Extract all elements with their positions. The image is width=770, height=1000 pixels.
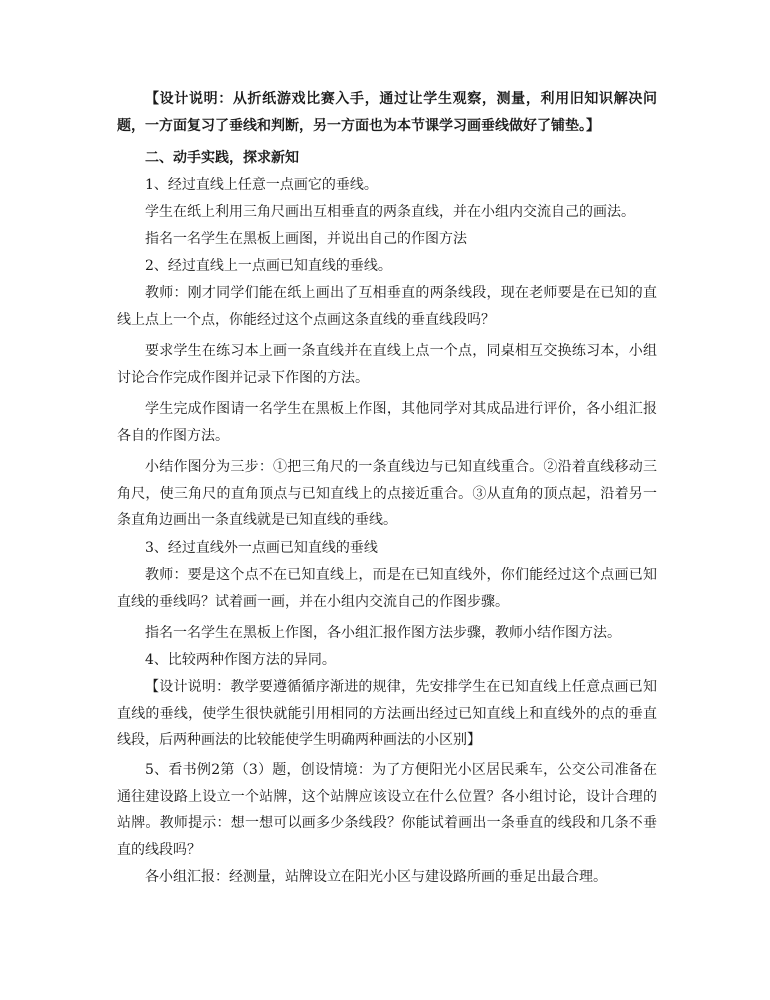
step-5-paragraph: 5、看书例2第（3）题，创设情境：为了方便阳光小区居民乘车，公交公司准备在通往建设路上设立一个站牌，这个站牌应该设立在什么位置？各小组讨论，设计合理的站牌。教师提示：想一想可以画多少条线段？你能试着画出一条垂直的线段和几条不垂直的线段吗？ [117,762,657,858]
step-3-paragraph: 教师：要是这个点不在已知直线上，而是在已知直线外，你们能经过这个点画已知直线的垂线吗？试着画一画，并在小组内交流自己的作图步骤。 [117,567,657,610]
section-heading: 二、动手实践，探求新知 [145,150,299,166]
step-2-summary: 小结作图分为三步：①把三角尺的一条直线边与已知直线重合。②沿着直线移动三角尺，使三角尺的直角顶点与已知直线上的点接近重合。③从直角的顶点起，沿着另一条直角边画出一条直线就是已知直线的垂线。 [117,459,657,528]
step-4-heading: 4、比较两种作图方法的异同。 [145,652,336,668]
design-note-2: 【设计说明：教学要遵循循序渐进的规律，先安排学生在已知直线上任意点画已知直线的垂线，使学生很快就能引用相同的方法画出经过已知直线上和直线外的点的垂直线段，后两种画法的比较能使学生明确两种画法的小区别】 [117,679,657,748]
step-1-paragraph: 指名一名学生在黑板上画图，并说出自己的作图方法 [145,231,467,247]
group-report-paragraph: 各小组汇报：经测量，站牌设立在阳光小区与建设路所画的垂足出最合理。 [145,869,607,885]
step-1-heading: 1、经过直线上任意一点画它的垂线。 [145,177,378,193]
step-2-paragraph: 要求学生在练习本上画一条直线并在直线上点一个点，同桌相互交换练习本，小组讨论合作完成作图并记录下作图的方法。 [117,343,657,386]
step-3-paragraph: 指名一名学生在黑板上作图，各小组汇报作图方法步骤，教师小结作图方法。 [145,625,621,641]
step-3-heading: 3、经过直线外一点画已知直线的垂线 [145,540,378,556]
step-1-paragraph: 学生在纸上利用三角尺画出互相垂直的两条直线，并在小组内交流自己的画法。 [145,204,635,220]
step-2-heading: 2、经过直线上一点画已知直线的垂线。 [145,258,392,274]
step-2-paragraph: 学生完成作图请一名学生在黑板上作图，其他同学对其成品进行评价，各小组汇报各自的作图方法。 [117,401,657,444]
step-2-paragraph: 教师：刚才同学们能在纸上画出了互相垂直的两条线段，现在老师要是在已知的直线上点上一个点，你能经过这个点画这条直线的垂直线段吗？ [117,285,657,328]
design-note-1: 【设计说明：从折纸游戏比赛入手，通过让学生观察，测量，利用旧知识解决问题，一方面复习了垂线和判断，另一方面也为本节课学习画垂线做好了铺垫。】 [117,91,657,134]
